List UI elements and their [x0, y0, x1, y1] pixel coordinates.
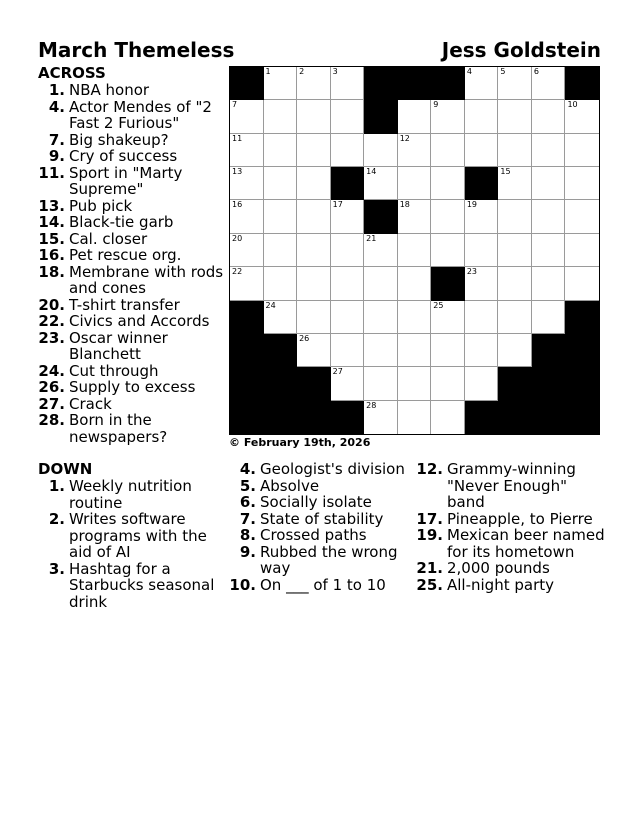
grid-cell[interactable]	[230, 267, 264, 300]
cell-number: 13	[232, 167, 243, 177]
cell-number: 26	[299, 333, 310, 343]
grid-block	[565, 334, 599, 367]
clue-number: 15.	[38, 229, 65, 248]
grid-cell[interactable]	[465, 234, 499, 267]
grid-cell[interactable]	[498, 301, 532, 334]
clue-text: Rubbed the wrong way	[260, 542, 398, 577]
clue-number: 1.	[48, 477, 65, 495]
clue-item[interactable]	[38, 511, 218, 561]
cell-number: 24	[265, 300, 276, 310]
clue-text: Grammy-winning "Never Enough" band	[447, 460, 576, 511]
clue-item[interactable]	[38, 231, 228, 248]
down-heading: DOWN	[38, 460, 93, 478]
clue-number: 7.	[239, 509, 256, 528]
cell-number: 18	[399, 200, 410, 210]
grid-cell[interactable]	[465, 367, 499, 400]
clue-text: Born in the newspapers?	[69, 411, 168, 446]
grid-cell[interactable]	[264, 167, 298, 200]
cell-number: 2	[299, 67, 305, 76]
clue-number: 17.	[416, 509, 443, 528]
clue-item[interactable]	[38, 561, 218, 611]
grid-cell[interactable]	[297, 200, 331, 233]
clue-item[interactable]	[229, 511, 409, 528]
grid-block	[565, 67, 599, 100]
clue-text: Cut through	[69, 361, 159, 380]
clue-text: Big shakeup?	[69, 130, 169, 149]
grid-cell[interactable]	[331, 301, 365, 334]
clue-item[interactable]	[416, 577, 606, 594]
grid-cell[interactable]	[431, 401, 465, 434]
grid-cell[interactable]	[498, 100, 532, 133]
grid-cell[interactable]	[297, 134, 331, 167]
grid-block	[498, 401, 532, 434]
clue-item[interactable]	[38, 412, 228, 445]
cell-number: 25	[433, 300, 444, 310]
clue-item[interactable]	[416, 527, 606, 560]
cell-number: 16	[232, 200, 243, 210]
grid-cell[interactable]	[565, 234, 599, 267]
cell-number: 19	[466, 200, 477, 210]
grid-block	[565, 301, 599, 334]
clue-number: 20.	[38, 295, 65, 314]
grid-cell[interactable]	[398, 334, 432, 367]
clue-item[interactable]	[229, 527, 409, 544]
grid-block	[230, 301, 264, 334]
grid-cell[interactable]	[331, 67, 365, 100]
grid-block	[364, 100, 398, 133]
clue-item[interactable]	[416, 560, 606, 577]
clue-text: State of stability	[260, 509, 384, 528]
clue-item[interactable]	[38, 148, 228, 165]
clue-number: 7.	[48, 130, 65, 149]
clue-item[interactable]	[38, 132, 228, 149]
clue-number: 26.	[38, 378, 65, 396]
cell-number: 4	[466, 67, 472, 76]
clue-text: Pet rescue org.	[69, 246, 182, 264]
grid-cell[interactable]	[431, 167, 465, 200]
grid-cell[interactable]	[498, 167, 532, 200]
clue-number: 8.	[239, 526, 256, 544]
grid-cell[interactable]	[264, 100, 298, 133]
clue-text: Pub pick	[69, 196, 133, 215]
grid-cell[interactable]	[465, 267, 499, 300]
grid-cell[interactable]	[331, 334, 365, 367]
grid-cell[interactable]	[465, 67, 499, 100]
grid-block	[230, 401, 264, 434]
grid-cell[interactable]	[398, 301, 432, 334]
grid-cell[interactable]	[398, 367, 432, 400]
cell-number: 17	[332, 200, 343, 210]
grid-cell[interactable]	[565, 200, 599, 233]
grid-cell[interactable]	[264, 67, 298, 100]
grid-cell[interactable]	[264, 267, 298, 300]
grid-cell[interactable]	[230, 234, 264, 267]
clue-text: Black-tie garb	[69, 213, 174, 231]
clue-item[interactable]	[38, 379, 228, 396]
clue-number: 13.	[38, 196, 65, 215]
grid-cell[interactable]	[431, 334, 465, 367]
cell-number: 12	[399, 133, 410, 143]
clue-number: 25.	[416, 575, 443, 594]
grid-cell[interactable]	[498, 67, 532, 100]
grid-cell[interactable]	[364, 301, 398, 334]
clue-number: 28.	[38, 411, 65, 429]
clue-number: 23.	[38, 328, 65, 347]
clue-number: 4.	[239, 460, 256, 478]
clue-number: 1.	[48, 81, 65, 99]
across-clue-list	[38, 65, 228, 445]
down-clue-column-3	[416, 461, 606, 593]
grid-cell[interactable]	[230, 200, 264, 233]
puzzle-title: March Themeless	[38, 38, 235, 62]
grid-cell[interactable]	[498, 234, 532, 267]
grid-cell[interactable]	[331, 234, 365, 267]
clue-item[interactable]	[38, 82, 228, 99]
grid-cell[interactable]	[398, 200, 432, 233]
cell-number: 23	[466, 267, 477, 277]
grid-cell[interactable]	[498, 267, 532, 300]
clue-item[interactable]	[416, 511, 606, 528]
grid-cell[interactable]	[398, 401, 432, 434]
clue-number: 3.	[48, 559, 65, 578]
clue-text: Cry of success	[69, 147, 178, 165]
grid-cell[interactable]	[364, 334, 398, 367]
clue-number: 10.	[229, 575, 256, 594]
grid-block	[532, 334, 566, 367]
cell-number: 7	[232, 100, 238, 110]
clue-number: 6.	[239, 493, 256, 511]
cell-number: 3	[332, 67, 338, 76]
clue-text: On ___ of 1 to 10	[260, 575, 386, 594]
grid-cell[interactable]	[498, 134, 532, 167]
grid-cell[interactable]	[565, 267, 599, 300]
clue-text: T-shirt transfer	[69, 295, 180, 314]
clue-item[interactable]	[229, 494, 409, 511]
clue-text: Pineapple, to Pierre	[447, 509, 593, 528]
grid-cell[interactable]	[331, 134, 365, 167]
clue-item[interactable]	[229, 478, 409, 495]
grid-cell[interactable]	[565, 167, 599, 200]
cell-number: 8	[366, 100, 372, 110]
grid-block	[465, 167, 499, 200]
clue-text: Membrane with rods and cones	[69, 262, 224, 297]
grid-block	[264, 401, 298, 434]
clue-text: 2,000 pounds	[447, 559, 550, 577]
grid-cell[interactable]	[398, 100, 432, 133]
grid-cell[interactable]	[465, 200, 499, 233]
cell-number: 6	[533, 67, 539, 76]
crossword-grid	[229, 66, 600, 435]
grid-block	[465, 401, 499, 434]
clue-item[interactable]	[38, 198, 228, 215]
clue-text: All-night party	[447, 575, 554, 594]
grid-cell[interactable]	[431, 100, 465, 133]
clue-item[interactable]	[38, 478, 218, 511]
grid-cell[interactable]	[498, 200, 532, 233]
clue-number: 5.	[239, 476, 256, 495]
grid-cell[interactable]	[364, 401, 398, 434]
clue-number: 22.	[38, 312, 65, 330]
cell-number: 20	[232, 233, 243, 243]
grid-cell[interactable]	[532, 100, 566, 133]
grid-cell[interactable]	[297, 67, 331, 100]
clue-text: Geologist's division	[260, 460, 405, 478]
grid-block	[532, 367, 566, 400]
clue-number: 27.	[38, 394, 65, 413]
grid-block	[230, 67, 264, 100]
grid-cell[interactable]	[431, 301, 465, 334]
clue-number: 24.	[38, 361, 65, 380]
clue-text: Crack	[69, 394, 112, 413]
clue-item[interactable]	[38, 396, 228, 413]
grid-cell[interactable]	[230, 100, 264, 133]
grid-cell[interactable]	[297, 167, 331, 200]
clue-item[interactable]	[38, 297, 228, 314]
clue-item[interactable]	[38, 99, 228, 132]
cell-number: 11	[232, 133, 243, 143]
grid-cell[interactable]	[331, 200, 365, 233]
grid-block	[297, 367, 331, 400]
grid-cell[interactable]	[264, 200, 298, 233]
grid-cell[interactable]	[532, 267, 566, 300]
copyright-notice: © February 19th, 2026	[229, 436, 371, 449]
grid-block	[331, 167, 365, 200]
clue-text: Weekly nutrition routine	[69, 477, 192, 512]
grid-cell[interactable]	[331, 267, 365, 300]
grid-cell[interactable]	[364, 234, 398, 267]
clue-number: 9.	[48, 147, 65, 165]
grid-cell[interactable]	[532, 200, 566, 233]
clue-number: 18.	[38, 262, 65, 281]
across-heading: ACROSS	[38, 64, 106, 82]
grid-cell[interactable]	[398, 167, 432, 200]
grid-cell[interactable]	[532, 301, 566, 334]
clue-item[interactable]	[38, 363, 228, 380]
clue-item[interactable]	[38, 330, 228, 363]
clue-number: 9.	[239, 542, 256, 561]
clue-number: 2.	[48, 510, 65, 528]
grid-block	[398, 67, 432, 100]
clue-number: 4.	[48, 97, 65, 116]
grid-block	[431, 267, 465, 300]
grid-cell[interactable]	[431, 134, 465, 167]
grid-cell[interactable]	[264, 134, 298, 167]
grid-block	[230, 367, 264, 400]
clue-text: Oscar winner Blanchett	[69, 328, 168, 363]
clue-number: 12.	[416, 460, 443, 478]
grid-cell[interactable]	[297, 267, 331, 300]
grid-cell[interactable]	[398, 267, 432, 300]
clue-text: Mexican beer named for its hometown	[447, 526, 605, 561]
clue-text: Civics and Accords	[69, 312, 210, 330]
grid-block	[498, 367, 532, 400]
grid-cell[interactable]	[297, 301, 331, 334]
clue-item[interactable]	[416, 461, 606, 511]
clue-item[interactable]	[38, 313, 228, 330]
clue-number: 14.	[38, 213, 65, 231]
grid-cell[interactable]	[498, 334, 532, 367]
cell-number: 9	[433, 100, 439, 110]
clue-number: 16.	[38, 246, 65, 264]
grid-cell[interactable]	[431, 200, 465, 233]
grid-cell[interactable]	[398, 234, 432, 267]
cell-number: 10	[567, 100, 578, 110]
clue-text: Cal. closer	[69, 229, 148, 248]
down-clue-column-1	[38, 461, 218, 610]
grid-cell[interactable]	[364, 267, 398, 300]
clue-item[interactable]	[38, 165, 228, 198]
clue-text: Writes software programs with the aid of AI	[69, 510, 207, 561]
grid-cell[interactable]	[364, 367, 398, 400]
grid-block	[364, 67, 398, 100]
clue-number: 11.	[38, 163, 65, 182]
grid-block	[565, 367, 599, 400]
clue-text: Actor Mendes of "2 Fast 2 Furious"	[69, 97, 212, 132]
grid-block	[565, 401, 599, 434]
grid-block	[264, 367, 298, 400]
grid-cell[interactable]	[331, 100, 365, 133]
clue-text: Absolve	[260, 476, 320, 495]
puzzle-author: Jess Goldstein	[441, 38, 601, 62]
grid-cell[interactable]	[532, 167, 566, 200]
grid-cell[interactable]	[532, 234, 566, 267]
cell-number: 1	[265, 67, 271, 76]
clue-text: Socially isolate	[260, 493, 372, 511]
down-clue-column-2	[229, 461, 409, 593]
grid-block	[264, 334, 298, 367]
grid-cell[interactable]	[264, 301, 298, 334]
grid-cell[interactable]	[264, 234, 298, 267]
clue-item[interactable]	[229, 577, 409, 594]
clue-item[interactable]	[229, 461, 409, 478]
cell-number: 28	[366, 400, 377, 410]
clue-text: Supply to excess	[69, 378, 196, 396]
grid-block	[297, 401, 331, 434]
clue-text: Sport in "Marty Supreme"	[69, 163, 183, 198]
grid-cell[interactable]	[398, 134, 432, 167]
grid-block	[532, 401, 566, 434]
clue-item[interactable]	[229, 544, 409, 577]
grid-cell[interactable]	[364, 167, 398, 200]
grid-cell[interactable]	[331, 367, 365, 400]
clue-item[interactable]	[38, 264, 228, 297]
clue-text: Hashtag for a Starbucks seasonal drink	[69, 559, 215, 611]
clue-text: Crossed paths	[260, 526, 367, 544]
grid-cell[interactable]	[431, 234, 465, 267]
grid-cell[interactable]	[297, 234, 331, 267]
grid-block	[364, 200, 398, 233]
grid-block	[431, 67, 465, 100]
grid-cell[interactable]	[364, 134, 398, 167]
cell-number: 27	[332, 367, 343, 377]
cell-number: 14	[366, 167, 377, 177]
grid-block	[331, 401, 365, 434]
grid-cell[interactable]	[230, 167, 264, 200]
grid-cell[interactable]	[230, 134, 264, 167]
grid-cell[interactable]	[431, 367, 465, 400]
cell-number: 22	[232, 267, 243, 277]
grid-cell[interactable]	[532, 134, 566, 167]
clue-number: 19.	[416, 526, 443, 544]
grid-cell[interactable]	[465, 334, 499, 367]
cell-number: 5	[500, 67, 506, 76]
grid-cell[interactable]	[465, 301, 499, 334]
grid-cell[interactable]	[297, 100, 331, 133]
clue-item[interactable]	[38, 247, 228, 264]
grid-cell[interactable]	[565, 100, 599, 133]
grid-cell[interactable]	[465, 100, 499, 133]
clue-item[interactable]	[38, 214, 228, 231]
cell-number: 15	[500, 167, 511, 177]
grid-cell[interactable]	[565, 134, 599, 167]
clue-number: 21.	[416, 559, 443, 577]
grid-block	[230, 334, 264, 367]
cell-number: 21	[366, 233, 377, 243]
grid-cell[interactable]	[532, 67, 566, 100]
clue-text: NBA honor	[69, 81, 150, 99]
grid-cell[interactable]	[297, 334, 331, 367]
grid-cell[interactable]	[465, 134, 499, 167]
